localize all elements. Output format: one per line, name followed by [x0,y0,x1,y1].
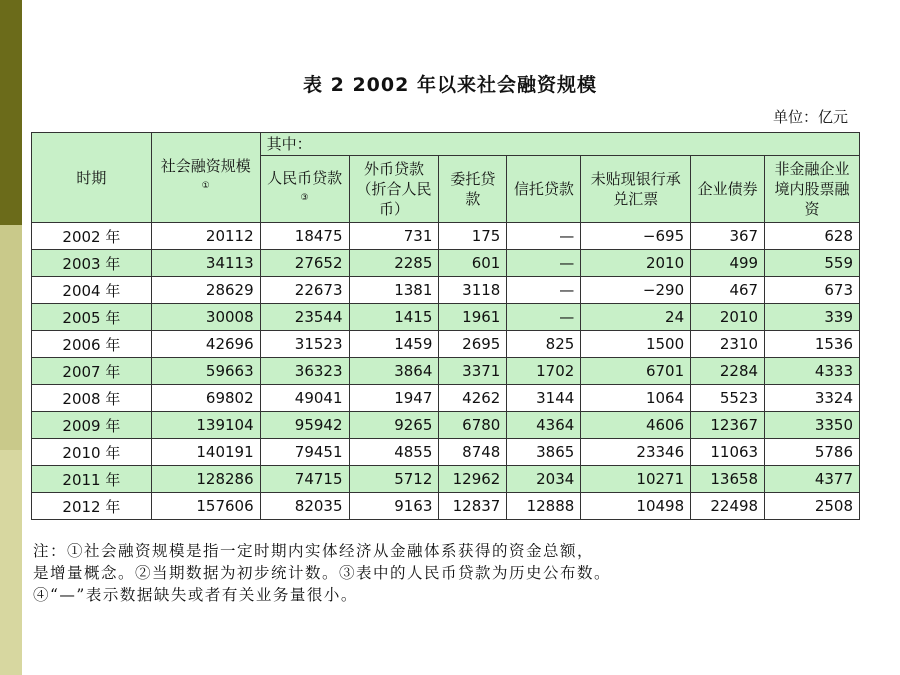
unit-label: 单位：亿元 [772,108,848,126]
table-cell: 1536 [765,331,860,358]
table-row [32,412,860,439]
table-cell: 2010 [581,250,691,277]
table-body [32,223,860,520]
footnote-line: 注：①社会融资规模是指一定时期内实体经济从金融体系获得的资金总额， [33,542,595,560]
table-cell: — [507,277,581,304]
table-cell: 13658 [691,466,765,493]
table-row [32,277,860,304]
table-row [32,331,860,358]
table-cell: 1415 [349,304,439,331]
header-total: 社会融资规模① [151,133,260,223]
footnote [33,540,868,606]
table-cell: 2508 [765,493,860,520]
table-cell: 3371 [439,358,507,385]
table-cell: 18475 [260,223,349,250]
table-cell: 140191 [151,439,260,466]
table-cell: — [507,250,581,277]
table-cell: 1459 [349,331,439,358]
table-cell: 4855 [349,439,439,466]
table-row [32,223,860,250]
table-cell: 5712 [349,466,439,493]
row-period-cell: 2004 年 [32,277,152,304]
table-cell: 3144 [507,385,581,412]
table-cell: 2284 [691,358,765,385]
table-cell: 10271 [581,466,691,493]
table-cell: 36323 [260,358,349,385]
row-period-cell: 2011 年 [32,466,152,493]
table-cell: 367 [691,223,765,250]
table-cell: 1702 [507,358,581,385]
table-cell: 139104 [151,412,260,439]
table-cell: 601 [439,250,507,277]
table-cell: 42696 [151,331,260,358]
table-cell: −695 [581,223,691,250]
header-bank-bills: 未贴现银行承兑汇票 [581,156,691,223]
table-cell: 22498 [691,493,765,520]
table-cell: 3118 [439,277,507,304]
table-cell: 1961 [439,304,507,331]
table-row [32,493,860,520]
row-period-cell: 2008 年 [32,385,152,412]
row-period-cell: 2006 年 [32,331,152,358]
table-cell: 79451 [260,439,349,466]
table-row [32,439,860,466]
table-cell: 4606 [581,412,691,439]
table-cell: 2695 [439,331,507,358]
header-equity-financing: 非金融企业境内股票融资 [765,156,860,223]
table-cell: 3865 [507,439,581,466]
table-cell: 11063 [691,439,765,466]
row-period-cell: 2003 年 [32,250,152,277]
table-cell: 24 [581,304,691,331]
header-fx-loans: 外币贷款（折合人民币） [349,156,439,223]
table-cell: 2310 [691,331,765,358]
table-cell: 23346 [581,439,691,466]
table-cell: 82035 [260,493,349,520]
table-cell: 27652 [260,250,349,277]
table-cell: 1381 [349,277,439,304]
table-cell: 12962 [439,466,507,493]
table-cell: 6780 [439,412,507,439]
table-row [32,466,860,493]
table-cell: 2034 [507,466,581,493]
table-cell: 4262 [439,385,507,412]
table-cell: 8748 [439,439,507,466]
table-cell: 1500 [581,331,691,358]
table-cell: 28629 [151,277,260,304]
table-cell: 59663 [151,358,260,385]
table-cell: 4333 [765,358,860,385]
header-of-which: 其中： [260,133,859,156]
table-cell: 9265 [349,412,439,439]
header-trust-loans: 信托贷款 [507,156,581,223]
table-cell: — [507,223,581,250]
table-row [32,358,860,385]
header-rmb-loans: 人民币贷款③ [260,156,349,223]
table-row [32,304,860,331]
table-cell: 12837 [439,493,507,520]
table-cell: 5786 [765,439,860,466]
sidebar-light-band [0,225,22,450]
header-corporate-bonds: 企业债券 [691,156,765,223]
table-cell: 128286 [151,466,260,493]
table-cell: 23544 [260,304,349,331]
table-cell: 31523 [260,331,349,358]
table-cell: 628 [765,223,860,250]
table-cell: 499 [691,250,765,277]
footnote-line: ④“—”表示数据缺失或者有关业务量很小。 [33,586,358,604]
table-cell: 34113 [151,250,260,277]
table-cell: 1947 [349,385,439,412]
table-row [32,385,860,412]
table-title: 表 2 2002 年以来社会融资规模 [303,74,597,96]
financing-table [31,132,860,520]
table-row [32,250,860,277]
table-cell: 6701 [581,358,691,385]
table-cell: 20112 [151,223,260,250]
row-period-cell: 2009 年 [32,412,152,439]
table-cell: 69802 [151,385,260,412]
sidebar-dark-band [0,0,22,225]
table-cell: 731 [349,223,439,250]
table-cell: 3864 [349,358,439,385]
table-cell: 30008 [151,304,260,331]
table-cell: 559 [765,250,860,277]
table-cell: 467 [691,277,765,304]
table-cell: 12367 [691,412,765,439]
row-period-cell: 2012 年 [32,493,152,520]
row-period-cell: 2002 年 [32,223,152,250]
header-period: 时期 [32,133,152,223]
table-cell: 2285 [349,250,439,277]
table-cell: 22673 [260,277,349,304]
row-period-cell: 2007 年 [32,358,152,385]
table-cell: 4377 [765,466,860,493]
table-cell: 12888 [507,493,581,520]
table-cell: 157606 [151,493,260,520]
table-cell: — [507,304,581,331]
table-cell: 49041 [260,385,349,412]
table-cell: 175 [439,223,507,250]
sidebar-light-band-lower [0,450,22,675]
footnote-line: 是增量概念。②当期数据为初步统计数。③表中的人民币贷款为历史公布数。 [33,564,612,582]
table-cell: 95942 [260,412,349,439]
table-cell: 339 [765,304,860,331]
table-cell: −290 [581,277,691,304]
table-cell: 3350 [765,412,860,439]
table-cell: 9163 [349,493,439,520]
table-cell: 10498 [581,493,691,520]
table-cell: 2010 [691,304,765,331]
table-cell: 825 [507,331,581,358]
table-cell: 4364 [507,412,581,439]
table-cell: 74715 [260,466,349,493]
header-entrusted-loans: 委托贷款 [439,156,507,223]
table-cell: 1064 [581,385,691,412]
table-cell: 5523 [691,385,765,412]
row-period-cell: 2005 年 [32,304,152,331]
table-cell: 673 [765,277,860,304]
row-period-cell: 2010 年 [32,439,152,466]
table-cell: 3324 [765,385,860,412]
